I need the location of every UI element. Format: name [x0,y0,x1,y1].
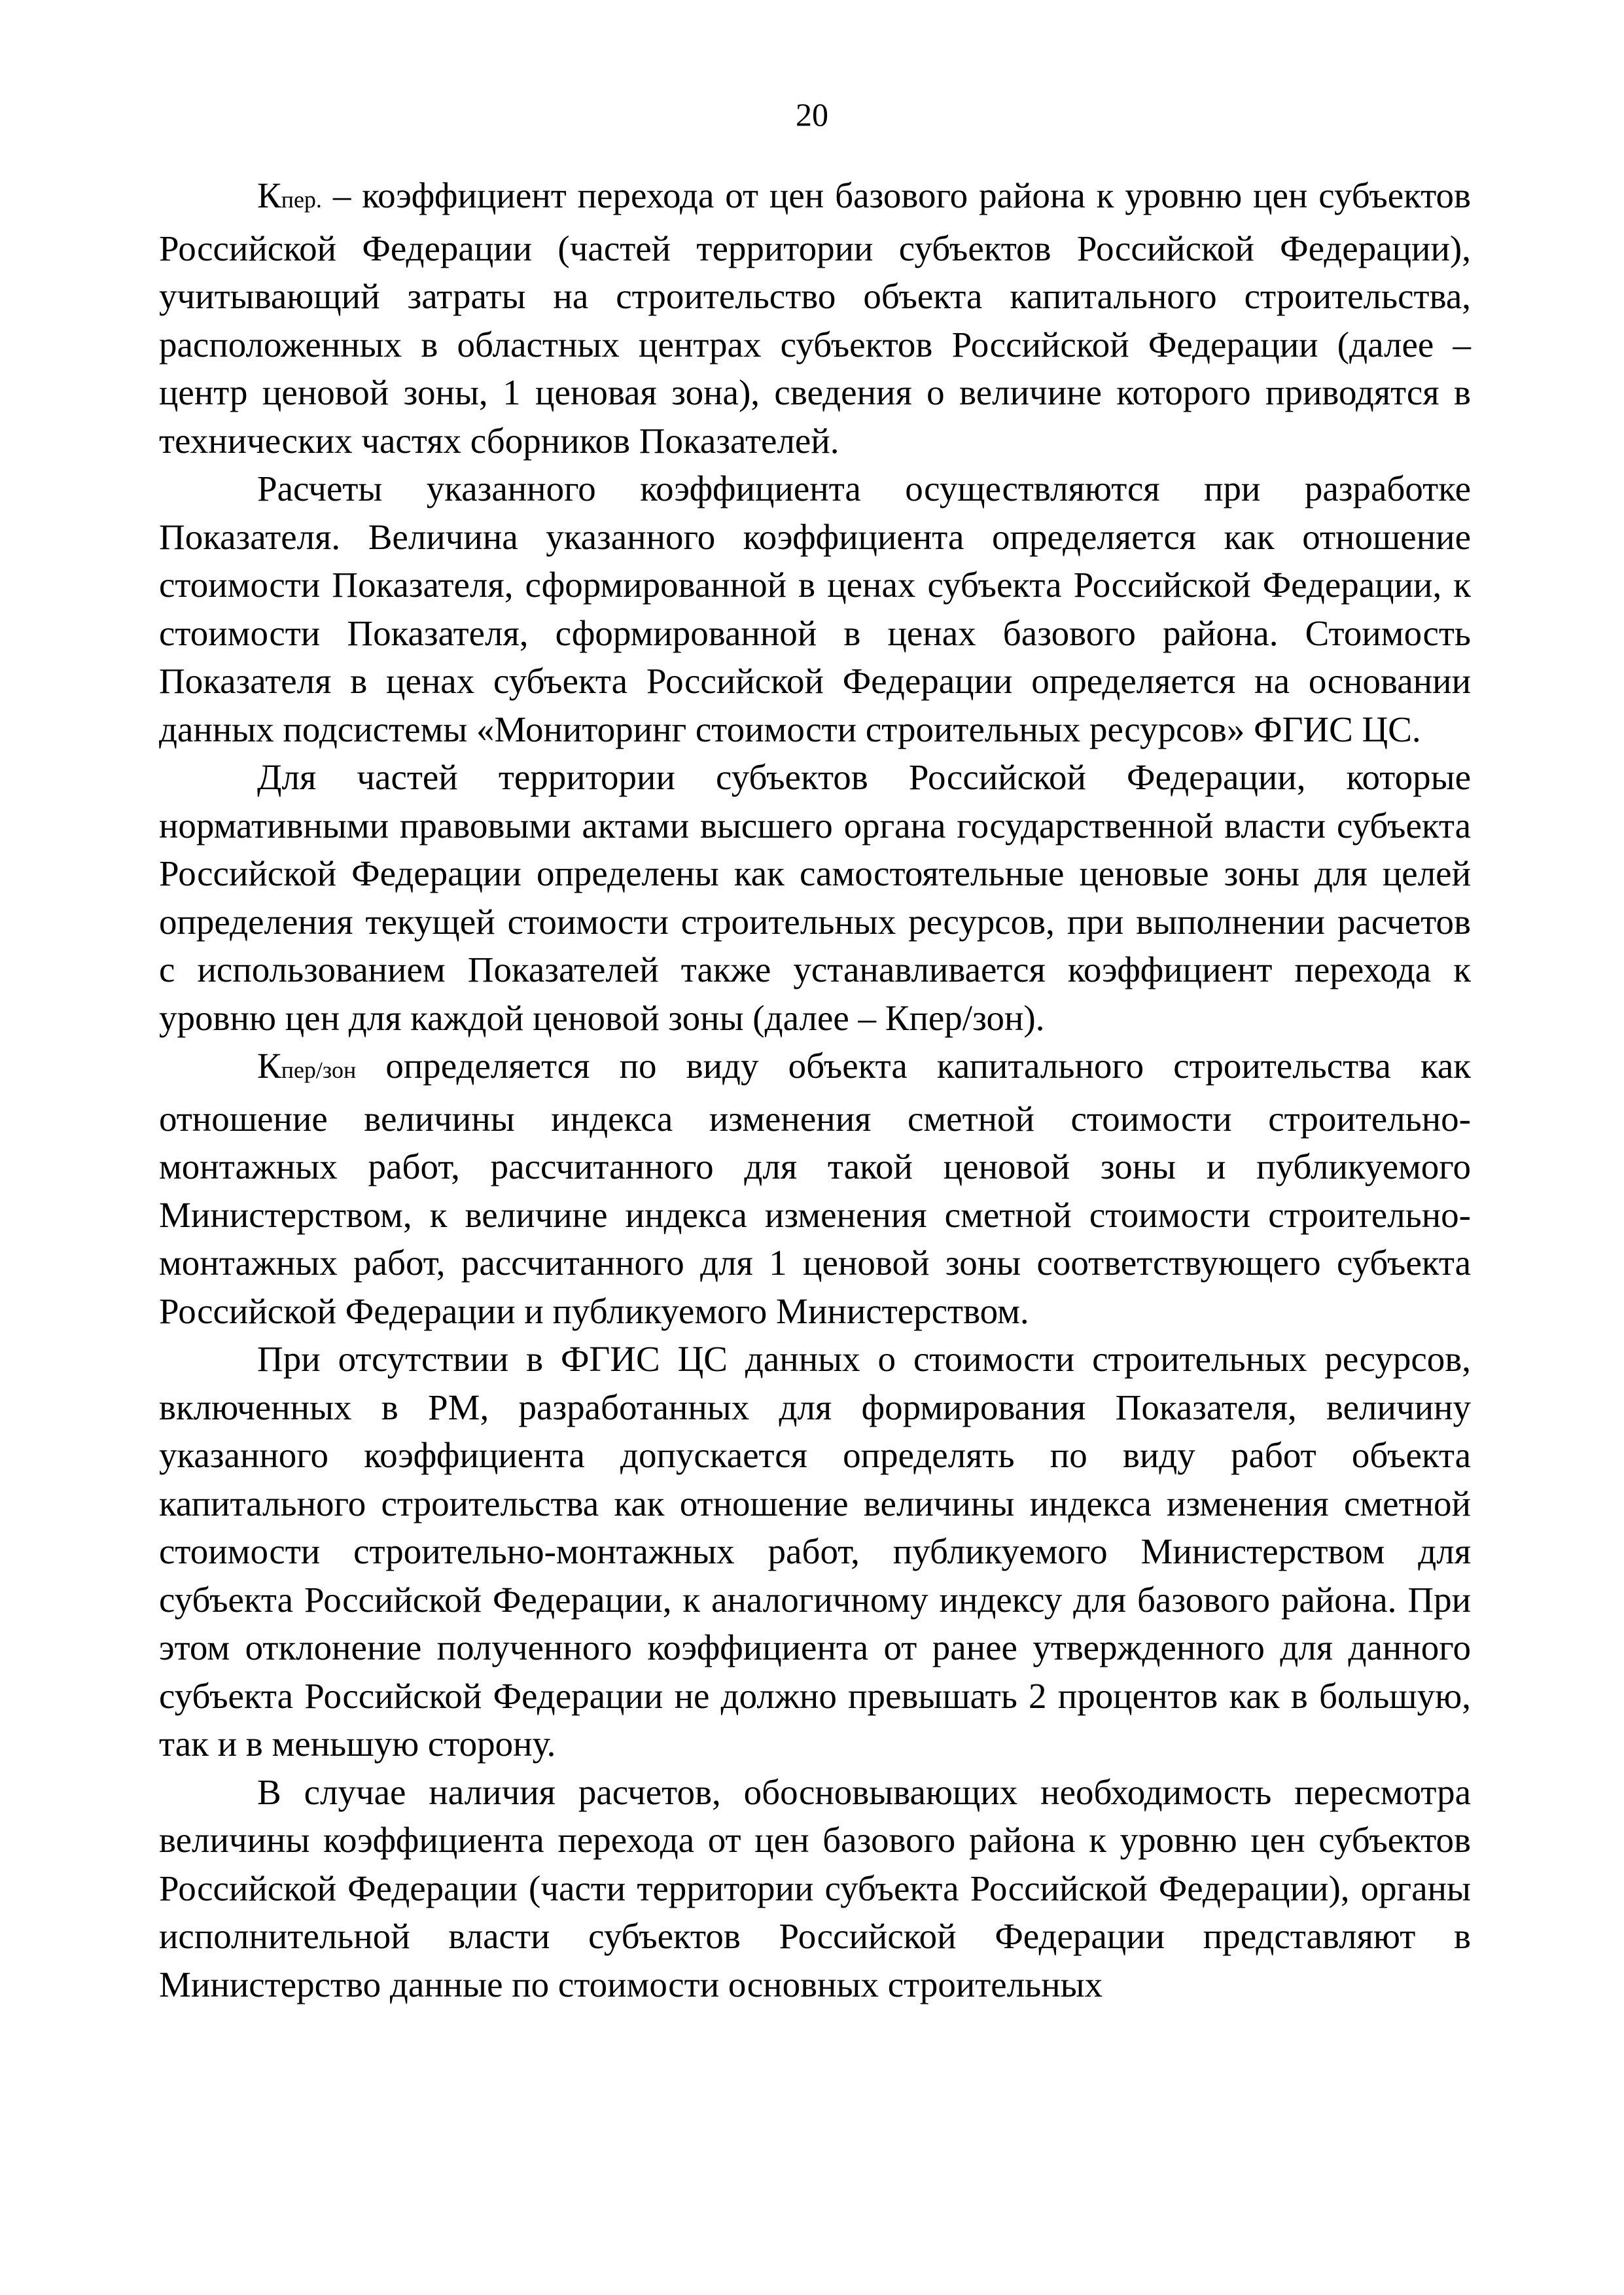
paragraph-price-zones: Для частей территории субъектов Российской Федерации, которые нормативными правовыми актами высшего органа государственной власти субъекта Российской Федерации определены как самостоятельные ценовые зоны для целей определения текущей стоимости строительных ресурсов, при выполнении расчетов с использованием Показателей также устанавливается коэффициент перехода к уровню цен для каждой ценовой зоны (далее – Кпер/зон). [159,757,1471,1038]
coefficient-symbol: К [257,175,281,215]
paragraph-kperzon-definition [159,1042,1471,1335]
coefficient-symbol: К [257,1046,281,1086]
document-body [159,171,1471,2008]
paragraph-text: – коэффициент перехода от цен базового района к уровню цен субъектов Российской Федерации (частей территории субъектов Российской Федерации), учитывающий затраты на строительство объекта капитального строительства, расположенных в областных центрах субъектов Российской Федерации (далее – центр ценовой зоны, 1 ценовая зона), сведения о величине которого приводятся в технических частях сборников Показателей. [159,175,1471,461]
paragraph-kper-definition [159,171,1471,465]
coefficient-subscript: пер/зон [281,1057,357,1083]
paragraph-missing-data: При отсутствии в ФГИС ЦС данных о стоимости строительных ресурсов, включенных в РМ, разработанных для формирования Показателя, величину указанного коэффициента допускается определять по виду работ объекта капитального строительства как отношение величины индекса изменения сметной стоимости строительно-монтажных работ, публикуемого Министерством для субъекта Российской Федерации, к аналогичному индексу для базового района. При этом отклонение полученного коэффициента от ранее утвержденного для данного субъекта Российской Федерации не должно превышать 2 процентов как в большую, так и в меньшую сторону. [159,1339,1471,1764]
paragraph-revision: В случае наличия расчетов, обосновывающих необходимость пересмотра величины коэффициента перехода от цен базового района к уровню цен субъектов Российской Федерации (части территории субъекта Российской Федерации), органы исполнительной власти субъектов Российской Федерации представляют в Министерство данные по стоимости основных строительных [159,1771,1471,2004]
coefficient-subscript: пер. [281,187,322,213]
page-number: 20 [796,96,828,133]
paragraph-calculation: Расчеты указанного коэффициента осуществляются при разработке Показателя. Величина указанного коэффициента определяется как отношение стоимости Показателя, сформированной в ценах субъекта Российской Федерации, к стоимости Показателя, сформированной в ценах базового района. Стоимость Показателя в ценах субъекта Российской Федерации определяется на основании данных подсистемы «Мониторинг стоимости строительных ресурсов» ФГИС ЦС. [159,469,1471,749]
paragraph-text: определяется по виду объекта капитального строительства как отношение величины индекса изменения сметной стоимости строительно-монтажных работ, рассчитанного для такой ценовой зоны и публикуемого Министерством, к величине индекса изменения сметной стоимости строительно-монтажных работ, рассчитанного для 1 ценовой зоны соответствующего субъекта Российской Федерации и публикуемого Министерством. [159,1046,1471,1331]
